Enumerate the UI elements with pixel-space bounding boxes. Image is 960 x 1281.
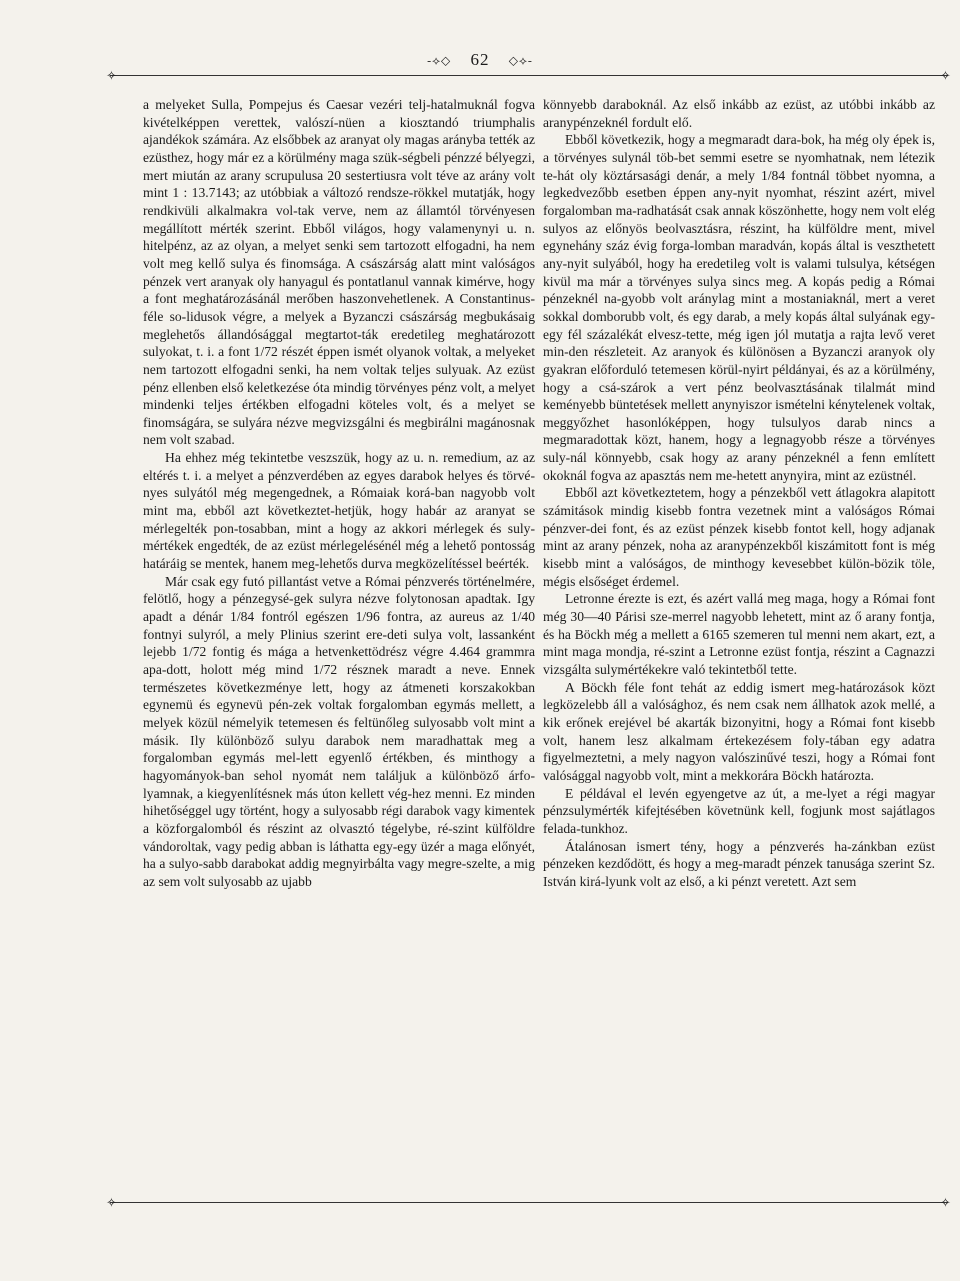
left-text-column: [143, 96, 535, 891]
header-ornament-left: -⟡◇: [427, 53, 452, 68]
paragraph: A Böckh féle font tehát az eddig ismert meg-határozások közt legközelebb áll a valósághoz, és nem csak nem állhatok azok mellé, a kik erőnek erejével bé akarták bizonyitni, hogy a Római font kisebb volt, hanem lesz alkalmam értekezésem foly-tában egy adatra figyelmeztetni, a mely nagyon valószinűvé teszi, hogy a Római font valósággal nagyobb volt, mint a mekkorára Böckh határozta.: [543, 679, 935, 783]
paragraph: Letronne érezte is ezt, és azért vallá meg maga, hogy a Római font még 30—40 Párisi sze-merrel nagyobb lehetett, mint az ő arany fontja, és ha Böckh még a mellett a 6165 szemeren tul menni nem akart, ezt, a mint maga mondja, ré-szint a Letronne ezüst fontja, részint a Cagnazzi vizsgálta sulymértékekre való tekintetből tette.: [543, 591, 935, 677]
page-number: 62: [470, 50, 490, 69]
paragraph: Átalánosan ismert tény, hogy a pénzverés ha-zánkban ezüst pénzeken kezdődött, és hogy a meg-maradt pénzek tanusága szerint Sz. István kirá-lyunk volt az első, a ki pénzt veretett. Azt sem: [543, 838, 935, 889]
corner-ornament-bottom-left: ✧: [106, 1195, 117, 1210]
paragraph: Ebből azt következtetem, hogy a pénzekből vett átlagokra alapitott számitások mindig kisebb fontra vezetnek mint a valóságos Római pénzver-dei font, és az ezüst pénzek kisebb fontot kell, hogy adjanak mint az arany pénzek, noha az aranypénzekből kiszámitott font is még kisebb mint a valóságos, de minthogy kevesebbet külön-bözik töle, mégis elsőséget érdemel.: [543, 485, 935, 589]
corner-ornament-top-left: ✧: [106, 68, 117, 83]
corner-ornament-top-right: ✧: [940, 68, 951, 83]
bottom-border-rule: [110, 1202, 948, 1203]
paragraph: Ha ehhez még tekintetbe veszszük, hogy az u. n. remedium, az az eltérés t. i. a melyet a pénzverdében az egyes darabok helyes és törvé-nyes sulyától még megengednek, a Rómaiak korá-ban nagyobb volt mint ma, ebből azt következtet-hetjük, hogy habár az aranyat se mérlegelték pon-tosabban, mint a hogy az akkori mérlegek és suly-mértékek engedték, de az ezüst mérlegelésénél még a lehető pontosság határáig se mentek, hanem meg-lehetős durva megközelítéssel beérték.: [143, 450, 535, 572]
paragraph: a melyeket Sulla, Pompejus és Caesar vezéri telj-hatalmuknál fogva kivételképpen verettek, valószí-nüen a kiosztandó triumphalis ajandékok számára. Az elsőbbek az aranyat oly magas arányba tették az ezüsthez, hogy már ez a körülmény maga szük-ségbeli pénzzé bélyegzi, mert miután az arany scrupulusa 20 sestertiusra volt téve az arány volt mint 1 : 13.7143; az utóbbiak a változó rendsze-rökkel mutatják, hogy rendkivüli alkalmakra vol-tak verve, nem az államtól törvényesen megállított mérték szerint. Ebből világos, hogy valamenynyi u. n. hitelpénz, az az olyan, a melyet senki sem tartozott elfogadni, ha nem volt meg kellő sulya és finomsága. A császárság alatt mint valóságos pénzek vert aranyak oly hanyagul és pontatlanul vannak kimérve, hogy a font meghatározásánál merőben haszonvehetlenek. A Constantinus-féle so-lidusok végre, a melyek a Byzanczi császárság megbukásaig meglehetős állandósággal megtartot-ták eredetileg meghatározott sulyokat, t. i. a font 1/72 részét éppen ismét olyanok voltak, a melyeket nem tartozott elfogadni senki, ha nem voltak teljes sulyuak. Az ezüst pénz ellenben első keletkezése óta mindig törvényes pénz volt, a melyet mindenki teljes értékben elfogadni köteles volt, és a melyet se finomságára, se sulyára nézve megvizsgálni és megbirálni magánosnak nem volt szabad.: [143, 97, 535, 448]
page-header: [0, 50, 960, 70]
corner-ornament-bottom-right: ✧: [940, 1195, 951, 1210]
paragraph: könnyebb daraboknál. Az első inkább az ezüst, az utóbbi inkább az aranypénzeknél fordult elő.: [543, 97, 935, 130]
right-text-column: [543, 96, 935, 891]
paragraph: E példával el levén egyengetve az út, a me-lyet a régi magyar pénzsulymérték kifejtésében követnünk kell, fogjunk most sajátlagos felada-tunkhoz.: [543, 785, 935, 836]
paragraph: Ebből következik, hogy a megmaradt dara-bok, ha még oly épek is, a törvényes sulynál töb-bet semmi esetre se nyomhatnak, nem létezik te-hát oly köztársasági denár, a mely 1/84 fontnál többet nyomna, a legkedvezőbb esetben éppen any-nyit nyomhat, részint azért, mivel forgalomban ma-radhatását csak annak köszönhette, hogy nem volt elég sulyos az előnyös beolvasztásra, részint, ha külföldre ment, mivel egynehány száz évig forga-lomban maradván, kopás által is veszthetett any-nyit sulyából, hogy ha eredetileg volt is valami tulsulya, kétségen kivül ma már a törvényes sulya sincs meg. A kopás pedig a Római pénzeknél na-gyobb volt aránylag mint a mostaniaknál, mert a veret sokkal domborubb volt, és egy darab, a mely kopás által sulyának egy-egy fél százalékát elvesz-tette, még igen jól mutatja a rajta levő veret min-den részleteit. Az aranyok és különösen a Byzanczi aranyok oly gyakran előforduló tetemesen körül-nyirt példányai, és az a körülmény, hogy a csá-szárok a vert pénz beolvasztásának tilalmát mind keményebb büntetések mellett anynyiszor ismételni kénytelenek voltak, meggyőzhet hasonlóképpen, hogy tulsulyos darab nincs a megmaradottak közt, hanem, hogy a legnagyobb része a törvényes suly-nál könnyebb, csak hogy az arany pénzeknél a fenn említett okoknál fogva az apasztás nem me-hetett anynyira, mint az ezüstnél.: [543, 132, 935, 483]
top-border-rule: [110, 75, 948, 76]
header-ornament-right: ◇⟡-: [508, 53, 533, 68]
paragraph: Már csak egy futó pillantást vetve a Római pénzverés történelmére, felötlő, hogy a pénzegysé-gek sulyra nézve folytonosan apadtak. Igy apadt a dénár 1/84 fontról egészen 1/96 fontra, az aureus az 1/40 fontnyi sulyról, a mely Plinius szerint ere-deti sulya volt, lassanként lejebb 1/72 fontig és mága a hetvenkettödrész végre 4.464 grammra apa-dott, holott még mind 1/72 résznek maradt a neve. Ennek természetes következménye lett, hogy az átmeneti korszakokban egynemü és egynevü pén-zek voltak forgalomban egymás mellett, a melyek közül némelyik tetemesen és feltünőleg sulyosabb volt mint a másik. Ily különböző sulyu darabok nem maradhattak meg a forgalomban egymás mel-lett egyenlő értékben, és minthogy a hagyományok-ban sehol nyomát nem találjuk a különböző árfo-lyamnak, a kiegyenlítésnek más úton kellett vég-hez menni. Ez minden hihetőséggel ugy történt, hogy a sulyosabb régi darabok vagy kimentek a közforgalomból és részint az olvasztó tégelybe, ré-szint külföldre vándoroltak, vagy pedig abban is láthatta egy-egy üzér a maga előnyét, ha a sulyo-sabb darabokat addig megnyirbálta vagy megre-szelte, a mig az sem volt sulyosabb az ujabb: [143, 573, 535, 889]
